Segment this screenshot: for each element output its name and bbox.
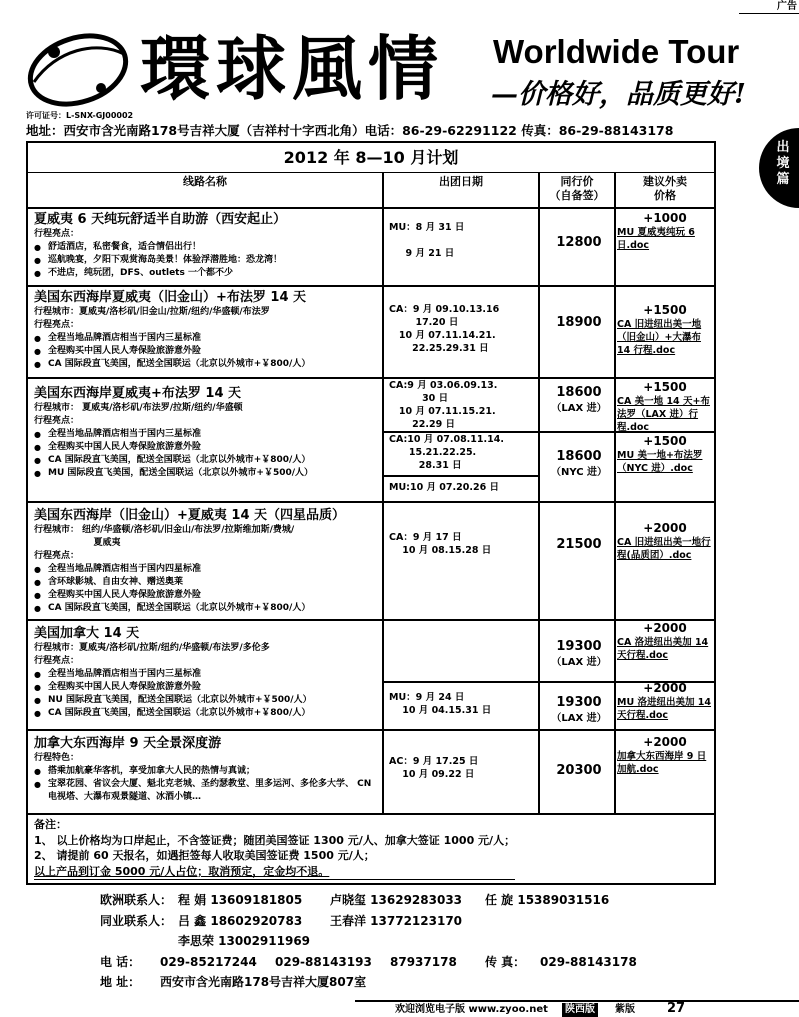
fax-number: 029-88143178: [540, 954, 637, 969]
row-divider: [28, 377, 714, 379]
europe-contact-label: 欧洲联系人：: [100, 893, 173, 907]
suggested-price-cell: [617, 621, 713, 662]
itinerary-doc-link[interactable]: CA 洛进纽出美加 14 天行程.doc: [617, 637, 709, 661]
route-detail-line: 行程亮点：: [34, 320, 80, 330]
suggested-price-cell: [617, 211, 713, 252]
row-divider: [28, 619, 714, 621]
itinerary-doc-link[interactable]: MU 洛进纽出美加 14 天行程.doc: [617, 697, 712, 721]
suggested-price: +1000: [643, 211, 687, 225]
header-route: 线路名称: [183, 175, 227, 188]
route-bullet: ● CA 国际段直飞美国，配送全国联运（北京以外城市+￥800/人）: [34, 602, 382, 615]
ad-tag: 广告: [739, 0, 799, 14]
itinerary-doc-link[interactable]: MU 美一地+布法罗（NYC 进）.doc: [617, 450, 703, 474]
departure-dates: MU：8 月 31 日 9 月 21 日: [389, 222, 465, 259]
route-detail-line: 行程亮点：: [34, 229, 80, 239]
footer-website: 欢迎浏览电子版 www.zyoo.net: [395, 1004, 548, 1015]
route-item: [34, 385, 382, 480]
peer-price-note: （LAX 进）: [551, 403, 607, 414]
brand-chinese-name: 環球風情: [140, 27, 444, 110]
header-peer-price: 同行价 （自备签）: [549, 175, 605, 202]
peer-price: [544, 385, 614, 417]
route-bullet: ● 全程购买中国人民人寿保险旅游意外险: [34, 589, 382, 602]
phone-number: 029-88143193: [275, 954, 372, 969]
phone-label: 电 话：: [100, 954, 141, 969]
departure-dates: MU：9 月 24 日 10 月 04.15.31 日: [389, 692, 492, 716]
notes-title: 备注：: [34, 818, 67, 831]
peer-price-note: （NYC 进）: [550, 467, 608, 478]
plan-title: 2012 年 8—10 月计划: [28, 143, 714, 173]
contact-person: 卢晓玺 13629283033: [330, 893, 463, 907]
route-detail-line: 行程城市： 纽约/华盛顿/洛杉矶/旧金山/布法罗/拉斯维加斯/费城/: [34, 525, 295, 535]
section-tab-outbound: [759, 128, 799, 208]
route-bullet: ● 全程当地品牌酒店相当于国内三星标准: [34, 428, 382, 441]
route-detail-line: 行程亮点：: [34, 551, 80, 561]
brand-slogan: —价格好，品质更好!: [491, 79, 746, 110]
route-name: 美国加拿大 14 天: [34, 626, 140, 641]
route-bullet: ● 全程购买中国人民人寿保险旅游意外险: [34, 345, 382, 358]
contact-person: 李思荣 13002911969: [178, 934, 311, 948]
page-footer: [355, 1000, 799, 1017]
route-name: 美国东西海岸夏威夷（旧金山）+布法罗 14 天: [34, 290, 307, 305]
route-detail-line: 行程亮点：: [34, 416, 80, 426]
license-number: 许可证号：L-SNX-GJ00002: [26, 111, 134, 120]
route-bullet: ● 巡航晚宴，夕阳下观赏海岛美景！体验浮潜胜地：恐龙湾！: [34, 254, 382, 267]
page-number: 27: [667, 1001, 686, 1016]
notes-section: [34, 817, 515, 880]
route-detail-line: 行程特色：: [34, 753, 80, 763]
office-address: 西安市含光南路178号吉祥大厦807室: [160, 975, 367, 989]
route-bullet: ● 舒适酒店，私密餐食，适合情侣出行！: [34, 241, 382, 254]
route-bullet: ● MU 国际段直飞美国，配送全国联运（北京以外城市+￥500/人）: [34, 467, 382, 480]
edition-name: 紫版: [615, 1004, 635, 1015]
suggested-price: +1500: [643, 380, 687, 394]
suggested-price-cell: [617, 434, 713, 475]
row-divider: [28, 207, 714, 209]
header-suggested-price: 建议外卖 价格: [643, 175, 687, 202]
note-item: 2、 请提前 60 天报名，如遇拒签每人收取美国签证费 1500 元/人；: [34, 849, 375, 862]
route-bullet: ● 全程购买中国人民人寿保险旅游意外险: [34, 441, 382, 454]
route-bullet: ● 全程购买中国人民人寿保险旅游意外险: [34, 681, 382, 694]
route-bullet: ● 含环球影城、自由女神、赠送奥莱: [34, 576, 382, 589]
peer-price: 12800: [556, 235, 602, 250]
peer-price-note: （LAX 进）: [551, 713, 607, 724]
route-name: 美国东西海岸（旧金山）+夏威夷 14 天（四星品质）: [34, 508, 346, 523]
suggested-price-cell: [617, 681, 713, 722]
route-detail-line: 行程城市：夏威夷/洛杉矶/旧金山/拉斯/纽约/华盛顿/布法罗: [34, 307, 270, 317]
peer-price: 18900: [556, 315, 602, 330]
departure-dates: CA：9 月 17 日 10 月 08.15.28 日: [389, 532, 492, 556]
route-item: [34, 289, 382, 371]
route-item: [34, 507, 382, 615]
departure-dates: CA：9 月 09.10.13.16 17.20 日 10 月 07.11.14.21. 22.25.29.31 日: [389, 304, 500, 354]
route-bullet: ● 宝翠花园、省议会大厦、魁北克老城、圣约瑟教堂、里多运河、多伦多大学、 CN 电视塔、大瀑布观景隧道、冰酒小镇…: [34, 778, 382, 804]
peer-contact-label: 同业联系人：: [100, 913, 173, 928]
itinerary-doc-link[interactable]: CA 美一地 14 天+布法罗（LAX 进）行程.doc: [617, 396, 710, 433]
suggested-price: +2000: [643, 681, 687, 695]
route-item: [34, 625, 382, 720]
route-name: 加拿大东西海岸 9 天全景深度游: [34, 736, 222, 751]
peer-price: 20300: [556, 763, 602, 778]
suggested-price-cell: [617, 303, 713, 357]
route-bullet: ● CA 国际段直飞美国，配送全国联运（北京以外城市+￥800/人）: [34, 454, 382, 467]
column-divider: [614, 173, 616, 813]
peer-price-value: 19300: [556, 695, 602, 710]
row-divider: [28, 813, 714, 815]
route-item: [34, 211, 382, 280]
row-divider: [28, 501, 714, 503]
suggested-price: +1500: [643, 303, 687, 317]
contact-person: 程 娟 13609181805: [178, 893, 303, 907]
route-detail-line: 行程城市： 夏威夷/洛杉矶/布法罗/拉斯/纽约/华盛顿: [34, 403, 243, 413]
contact-person: 王春洋 13772123170: [330, 913, 463, 928]
note-item: 1、 以上价格均为口岸起止，不含签证费；随团美国签证 1300 元/人、加拿大签证 1000 元/人；: [34, 833, 516, 847]
suggested-price: +2000: [643, 621, 687, 635]
deposit-policy-note: 以上产品到订金 5000 元/人占位；取消预定，定金均不退。: [34, 864, 515, 881]
itinerary-doc-link[interactable]: CA 旧进纽出美一地（旧金山）+大瀑布 14 行程.doc: [617, 319, 702, 356]
route-name: 夏威夷 6 天纯玩舒适半自助游（西安起止）: [34, 212, 287, 227]
route-item: [34, 735, 382, 804]
suggested-price-cell: [617, 380, 713, 434]
peer-price-value: 19300: [556, 639, 602, 654]
tour-plan-table: [26, 141, 716, 885]
suggested-price-cell: [617, 735, 713, 776]
route-name: 美国东西海岸夏威夷+布法罗 14 天: [34, 386, 242, 401]
peer-price: [544, 449, 614, 481]
phone-number: 87937178: [390, 954, 457, 969]
subrow-divider: [382, 475, 538, 477]
column-divider: [382, 173, 384, 813]
route-bullet: ● 不进店，纯玩团，DFS、outlets 一个都不少: [34, 267, 382, 280]
brand-english-name: Worldwide Tour: [493, 33, 740, 70]
itinerary-doc-link[interactable]: 加拿大东西海岸 9 日加航.doc: [617, 751, 707, 775]
suggested-price: +1500: [643, 434, 687, 448]
departure-dates: MU:10 月 07.20.26 日: [389, 482, 499, 493]
contact-person: 任 旋 15389031516: [485, 893, 610, 907]
itinerary-doc-link[interactable]: MU 夏威夷纯玩 6 日.doc: [617, 227, 695, 251]
departure-dates: CA:10 月 07.08.11.14. 15.21.22.25. 28.31 日: [389, 434, 504, 471]
route-bullet: ● CA 国际段直飞美国，配送全国联运（北京以外城市+￥800/人）: [34, 707, 382, 720]
fax-label: 传 真：: [485, 954, 526, 969]
route-bullet: ● 全程当地品牌酒店相当于国内四星标准: [34, 563, 382, 576]
peer-price-note: （LAX 进）: [551, 657, 607, 668]
route-bullet: ● 搭乘加航豪华客机，享受加拿大人民的热情与真诚；: [34, 765, 382, 778]
header-date: 出团日期: [439, 175, 483, 188]
row-divider: [28, 285, 714, 287]
suggested-price: +2000: [643, 735, 687, 749]
address-label: 地 址：: [100, 975, 141, 989]
route-bullet: ● NU 国际段直飞美国，配送全国联运（北京以外城市+￥500/人）: [34, 694, 382, 707]
departure-dates: CA:9 月 03.06.09.13. 30 日 10 月 07.11.15.21. 22.29 日: [389, 380, 498, 430]
peer-price: [544, 695, 614, 727]
route-detail-line: 夏威夷: [34, 538, 121, 548]
departure-dates: AC：9 月 17.25 日 10 月 09.22 日: [389, 756, 479, 780]
route-detail-line: 行程城市：夏威夷/洛杉矶/拉斯/纽约/华盛顿/布法罗/多伦多: [34, 643, 270, 653]
contact-person: 吕 鑫 18602920783: [178, 913, 303, 928]
row-divider: [28, 729, 714, 731]
route-bullet: ● 全程当地品牌酒店相当于国内三星标准: [34, 332, 382, 345]
itinerary-doc-link[interactable]: CA 旧进纽出美一地行程(品质团）.doc: [617, 537, 711, 561]
suggested-price: +2000: [643, 521, 687, 535]
route-detail-line: 行程亮点：: [34, 656, 80, 666]
peer-price: 21500: [556, 537, 602, 552]
edition-badge: 陕西版: [562, 1003, 598, 1017]
globe-swirl-logo: [26, 30, 131, 108]
company-address-line: 地址：西安市含光南路178号吉祥大厦（吉祥村十字西北角）电话：86-29-62291122 传真：86-29-88143178: [26, 123, 674, 138]
peer-price-value: 18600: [556, 449, 602, 464]
phone-number: 029-85217244: [160, 954, 257, 969]
peer-price-value: 18600: [556, 385, 602, 400]
route-bullet: ● CA 国际段直飞美国，配送全国联运（北京以外城市+￥800/人）: [34, 358, 382, 371]
section-tab-label: 出 境 篇: [776, 140, 790, 187]
suggested-price-cell: [617, 521, 713, 562]
peer-price: [544, 639, 614, 671]
route-bullet: ● 全程当地品牌酒店相当于国内三星标准: [34, 668, 382, 681]
